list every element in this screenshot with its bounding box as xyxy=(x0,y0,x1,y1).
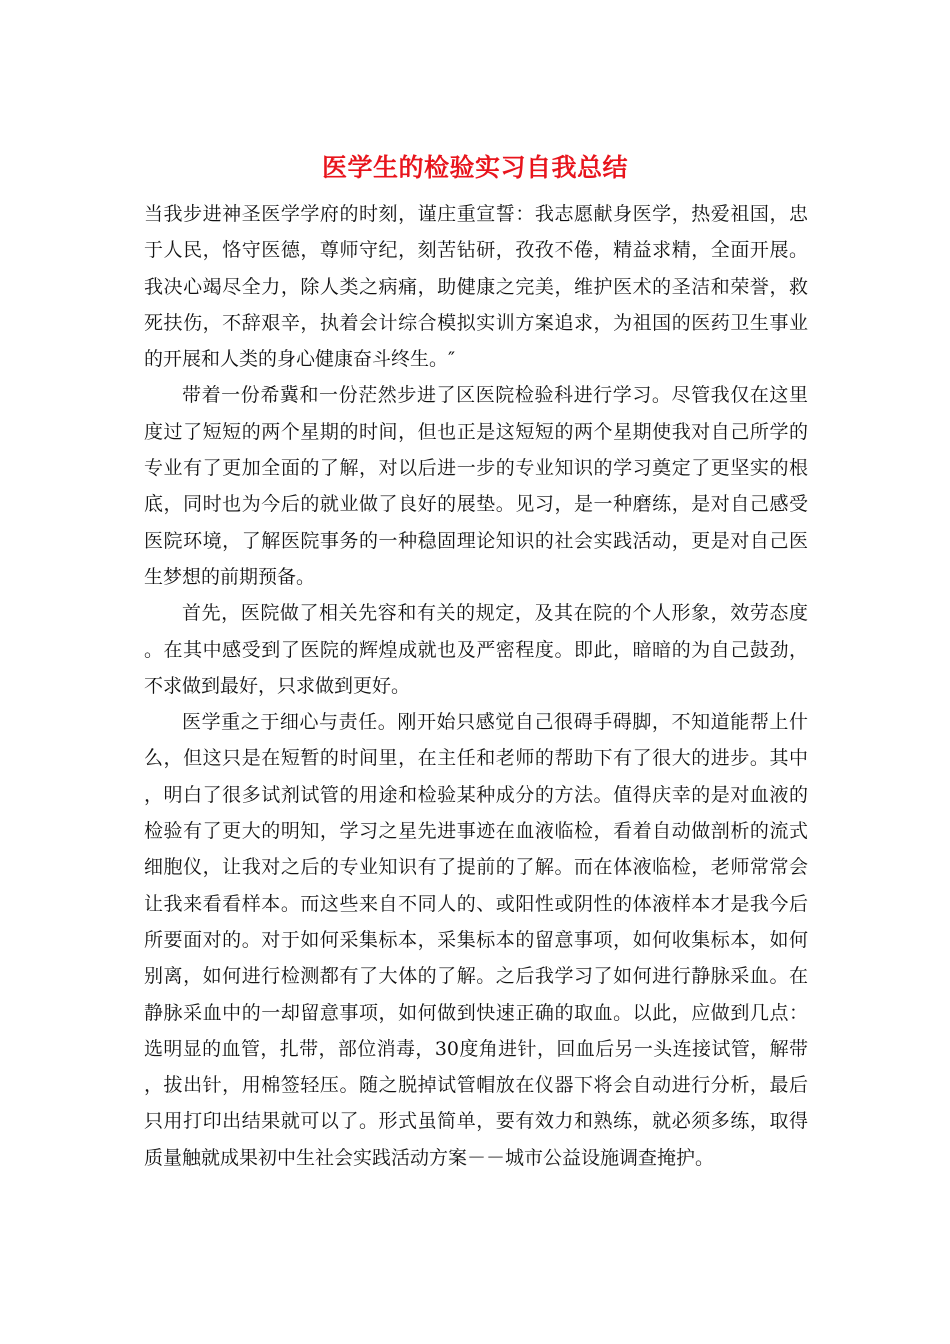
paragraph-hospital-rules: 首先，医院做了相关先容和有关的规定，及其在院的个人形象，效劳态度。在其中感受到了医院的辉煌成就也及严密程度。即此，暗暗的为自己鼓劲，不求做到最好，只求做到更好。 xyxy=(144,602,808,697)
paragraph-oath: 当我步进神圣医学学府的时刻，谨庄重宣誓：我志愿献身医学，热爱祖国，忠于人民，恪守医德，尊师守纪，刻苦钻研，孜孜不倦，精益求精，全面开展。我决心竭尽全力，除人类之病痛，助健康之完美，维护医术的圣洁和荣誉，救死扶伤，不辞艰辛，执着会计综合模拟实训方案追求，为祖国的医药卫生事业的开展和人类的身心健康奋斗终生。″ xyxy=(144,203,808,371)
document-title: 医学生的检验实习自我总结 xyxy=(321,153,628,182)
paragraph-internship-intro: 带着一份希冀和一份茫然步进了区医院检验科进行学习。尽管我仅在这里度过了短短的两个星期的时间，但也正是这短短的两个星期使我对自己所学的专业有了更加全面的了解，对以后进一步的专业知识的学习奠定了更坚实的根底，同时也为今后的就业做了良好的展垫。见习，是一种磨练，是对自己感受医院环境，了解医院事务的一种稳固理论知识的社会实践活动，更是对自己医生梦想的前期预备。 xyxy=(144,384,808,588)
document-body xyxy=(144,196,808,1176)
paragraph-lab-experience: 医学重之于细心与责任。刚开始只感觉自己很碍手碍脚，不知道能帮上什么，但这只是在短暂的时间里，在主任和老师的帮助下有了很大的进步。其中，明白了很多试剂试管的用途和检验某种成分的方法。值得庆幸的是对血液的检验有了更大的明知，学习之星先进事迹在血液临检，看着自动做剖析的流式细胞仪，让我对之后的专业知识有了提前的了解。而在体液临检，老师常常会让我来看看样本。而这些来自不同人的、或阳性或阴性的体液样本才是我今后所要面对的。对于如何采集标本，采集标本的留意事项，如何收集标本，如何别离，如何进行检测都有了大体的了解。之后我学习了如何进行静脉采血。在静脉采血中的一却留意事项，如何做到快速正确的取血。以此，应做到几点：选明显的血管，扎带，部位消毒，30度角进针，回血后另一头连接试管，解带，拔出针，用棉签轻压。随之脱掉试管帽放在仪器下将会自动进行分析，最后只用打印出结果就可以了。形式虽简单，要有效力和熟练，就必须多练，取得质量触就成果初中生社会实践活动方案－－城市公益设施调查掩护。 xyxy=(144,711,808,1169)
